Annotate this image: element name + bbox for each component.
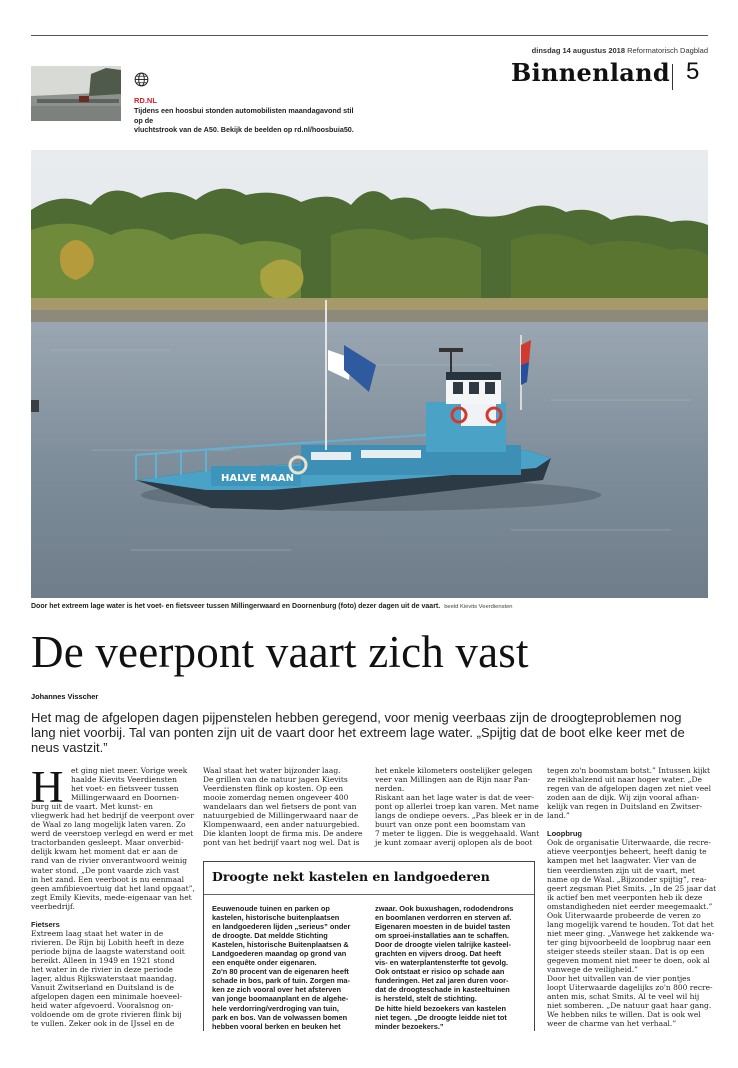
text-line: delijk kwam het moment dat er aan de (31, 847, 178, 857)
text-line: geert zegsman Piet Smits. „In de 25 jaar dat (547, 883, 717, 893)
text-line: Vanuit Zwitserland en Duitsland is de (31, 983, 174, 993)
text-line: te vullen. Zeker ook in de IJssel en de (31, 1019, 175, 1029)
text-line: grachten en vijvers droog. Dat heeft (375, 949, 502, 959)
ferry-photo (31, 150, 708, 598)
text-line: et ging niet meer. Vorige week (71, 766, 188, 775)
text-line: kastelen, historische buitenplaatsen (212, 913, 340, 923)
teaser-line: Tijdens een hoosbui stonden automobilisten maandagavond stil op de (134, 106, 354, 125)
subheading: Fietsers (31, 919, 60, 929)
text-line: atieve veerpontjes beheert, heeft danig te (547, 847, 707, 857)
text-line: je kunt zomaar averij oplopen als de boot (375, 838, 533, 848)
page-number: 5 (686, 58, 700, 85)
boat-name: HALVE MAAN (221, 473, 294, 484)
text-line: en boomlanen verdorren en sterven af. (375, 913, 512, 923)
article-column-2 (203, 766, 362, 847)
article-lead: Het mag de afgelopen dagen pijpenstelen hebben geregend, voor menig veerbaas zijn de droogteproblemen nog lang niet voorbij. Tal van ponten zijn uit de vaart door het extreem lage water. „Spijtig dat de boot elke keer met de neus vastzit.” (31, 710, 685, 755)
text-line: bereikt. Alleen in 1949 en 1921 stond (31, 955, 175, 965)
text-line: weer de charme van het verhaal.” (547, 1019, 677, 1029)
text-line: Eigenaren moesten in de buidel tasten (375, 922, 511, 932)
text-line: schade in bos, park of tuin. Zorgen ma- (212, 976, 350, 986)
text-line: lager, aldus Rijkswaterstaat maandag. (31, 974, 177, 984)
dateline: dinsdag 14 augustus 2018 Reformatorisch Dagblad (531, 46, 708, 55)
text-line: afgelopen dagen een minimale hoeveel- (31, 992, 183, 1002)
text-line: land.” (547, 811, 570, 821)
text-line: Landgoederen maandag op grond van (212, 949, 347, 959)
text-line: zoden aan de dijk. Wij zijn vooral afhan- (547, 793, 700, 803)
text-line: natuurgebied de Millingerwaard naar de (203, 811, 359, 821)
teaser-thumbnail[interactable] (31, 66, 121, 121)
text-line: 7 meter te liggen. Die is weggehaald. Want (375, 829, 540, 839)
article-headline: De veerpont vaart zich vast (31, 627, 529, 677)
text-line: en landgoederen lijden „serieus” onder (212, 922, 351, 932)
text-line: gegeven moment niet meer te doen, ook al (547, 955, 710, 965)
text-line: We hebben niks te willen. Dat is ook wel (547, 1010, 701, 1020)
article-column-3 (375, 766, 543, 847)
text-line: water stond. „De pont vaarde zich vast (31, 865, 180, 875)
text-line: veerbedrijf. (31, 901, 75, 911)
text-line: Ook Uiterwaarde probeerde de veren zo (547, 910, 701, 920)
text-line: heid water afgevoerd. Vooralsnog on- (31, 1001, 174, 1011)
sidebar-box-column-1 (212, 904, 350, 1031)
text-line: park en bos. Van de volwassen bomen (212, 1012, 348, 1022)
text-line: niet meer ging. „Vanwege het zakkende wa- (547, 928, 715, 938)
text-line: kampen met het laagwater. Vier van de (547, 856, 697, 866)
text-line: Millingerwaard en Doornen- (71, 793, 179, 803)
teaser-label[interactable]: RD.NL (134, 96, 157, 105)
text-line: tractorbanden gesleept. Maar onverbid- (31, 838, 184, 848)
text-line: niet tegen. „De droogte leidde niet tot (375, 1012, 507, 1022)
text-line: werd de veerstoep verlegd en werd er met (31, 829, 194, 839)
text-line: regen van de afgelopen dagen zet niet veel (547, 784, 711, 794)
text-line: De grillen van de natuur jagen Kievits (203, 775, 348, 785)
text-line: Extreem laag staat het water in de (31, 928, 164, 938)
text-line: wandelaars dan wel fietsers de pont van (203, 802, 357, 812)
globe-icon (134, 72, 149, 87)
text-line: van jonge boomaanplant en de algehe- (212, 994, 349, 1004)
photo-caption: Door het extreem lage water is het voet- en fietsveer tussen Millingerwaard en Doornenburg (foto) dezer dagen uit de vaart. beeld Kievits Veerdiensten (31, 603, 513, 610)
text-line: ter ging bijvoorbeeld de loopbrug naar een (547, 937, 711, 947)
text-line: is hersteld, stelt de stichting. (375, 994, 477, 1004)
text-line: geen amfibievoertuig dat het land opgaat”, (31, 883, 195, 893)
text-line: het voet- en fietsveer tussen (71, 784, 179, 794)
text-line: anten mis, schat Smits. Al te veel wil hij (547, 992, 700, 1002)
text-line: rivieren. De Rijn bij Lobith heeft in deze (31, 937, 185, 947)
text-line: Door de droogte vielen talrijke kasteel- (375, 940, 511, 950)
text-line: Klompenwaard, een ander natuurgebied. (203, 820, 360, 830)
text-line: hele verdorring/verdroging van tuin, (212, 1003, 339, 1013)
subheading: Loopbrug (547, 829, 582, 839)
text-line: pont op allerlei troep kan varen. Met name (375, 802, 539, 812)
section-divider (672, 64, 673, 90)
top-rule (31, 35, 708, 36)
text-line: tegen zo'n boomstam botst.” Intussen kijkt (547, 766, 711, 775)
text-line: tien veerdiensten zijn uit de vaart, met (547, 865, 696, 875)
text-line: nerden. (375, 784, 405, 794)
text-line: zwaar. Ook buxushagen, rododendrons (375, 904, 514, 913)
text-line: mooie zomerdag nemen ongeveer 400 (203, 793, 349, 803)
text-line: lang mogelijk varend te houden. Tot dat het (547, 919, 714, 929)
text-line: vanwege de veiligheid.” (547, 965, 639, 975)
text-line: om sproei-installaties aan te schaffen. (375, 931, 509, 941)
text-line: Door het uitvallen van de vier pontjes (547, 974, 691, 984)
text-line: name op de Waal. „Bijzonder spijtig”, rea- (547, 874, 707, 884)
text-line: kelijk van regen in Duitsland en Zwitser- (547, 802, 703, 812)
text-line: voldoende om de grote rivieren flink bij (31, 1010, 182, 1020)
text-line: Veerdiensten flink op kosten. Op een (203, 784, 344, 794)
ferry-illustration (31, 150, 708, 598)
text-line: minder bezoekers.” (375, 1021, 444, 1031)
sidebar-box-title: Droogte nekt kastelen en landgoederen (212, 869, 490, 884)
text-line (31, 911, 195, 920)
drop-cap: H (31, 762, 64, 812)
text-line: haalde Kievits Veerdiensten (71, 775, 177, 785)
text-line: Ook ontstaat er risico op schade aan (375, 967, 505, 977)
text-line: het water in de rivier in deze periode (31, 965, 173, 975)
text-line: niet somberen. „De natuur gaat haar gang. (547, 1001, 712, 1011)
text-line: Die klanten loopt de firma mis. De andere (203, 829, 363, 839)
text-line: langs de ondiepe oevers. „Pas bleek er in de (375, 811, 544, 821)
text-line: veer van Millingen aan de Rijn naar Pan- (375, 775, 531, 785)
text-line: loopt Uiterwaarde dagelijks zo'n 800 recre- (547, 983, 713, 993)
article-author: Johannes Visscher (31, 692, 99, 701)
text-line: Eeuwenoude tuinen en parken op (212, 904, 330, 913)
sidebar-box-rule (204, 894, 534, 895)
text-line: vis- en waterplantensterfte tot gevolg. (375, 958, 509, 968)
text-line: de droogte. Dat meldde Stichting (212, 931, 328, 941)
text-line: De hitte hield bezoekers van kastelen (375, 1003, 507, 1013)
text-line: zegt Emily Kievits, mede-eigenaar van het (31, 892, 192, 902)
text-line: ze reikhalzend uit naar hoger water. „De (547, 775, 702, 785)
teaser-line: vluchtstrook van de A50. Bekijk de beelden op rd.nl/hoosbuia50. (134, 125, 354, 135)
text-line: omstandigheden niet eerder meegemaakt.” (547, 901, 713, 911)
text-line (547, 820, 716, 829)
text-line: het enkele kilometers oostelijker gelegen (375, 766, 533, 775)
text-line: dat de droogteschade in kasteeltuinen (375, 985, 510, 995)
text-line: pont van het bedrijf vaart nog wel. Dat is (203, 838, 360, 848)
text-line: hebben vooral berken en beuken het (212, 1021, 341, 1031)
article-column-4 (547, 766, 716, 1028)
text-line: steiger steeds steiler staan. Dat is op een (547, 946, 705, 956)
text-line: rand van de rivier onverantwoord weinig (31, 856, 188, 866)
sidebar-box-column-2 (375, 904, 513, 1031)
text-line: Zo'n 80 procent van de eigenaren heeft (212, 967, 349, 977)
text-line: buurt van onze pont een boomstam van (375, 820, 526, 830)
text-line: Kastelen, historische Buitenplaatsen & (212, 940, 349, 950)
text-line: periode bijna de laagste waterstand ooit (31, 946, 185, 956)
text-line: vliegwerk had het bedrijf de veerpont over (31, 811, 194, 821)
text-line: in het zand. Een veerboot is nu eenmaal (31, 874, 184, 884)
text-line: Riskant aan het lage water is dat de veer- (375, 793, 534, 803)
text-line: Ook de organisatie Uiterwaarde, die recre- (547, 838, 711, 848)
text-line: funderingen. Het zal jaren duren voor- (375, 976, 509, 986)
teaser-text (134, 106, 364, 135)
text-line: ik actief ben met veerponten heb ik deze (547, 892, 703, 902)
text-line: Waal staat het water bijzonder laag. (203, 766, 341, 775)
text-line: burg uit de vaart. Met kunst- en (31, 802, 153, 812)
text-line: de Waal zo lang mogelijk laten varen. Zo (31, 820, 186, 830)
photo-credit: beeld Kievits Veerdiensten (444, 604, 513, 610)
text-line: ken ze zich vooral over het afsterven (212, 985, 341, 995)
section-title: Binnenland (511, 58, 670, 87)
text-line: een enquête onder eigenaren. (212, 958, 317, 968)
article-column-1 (31, 762, 195, 1029)
